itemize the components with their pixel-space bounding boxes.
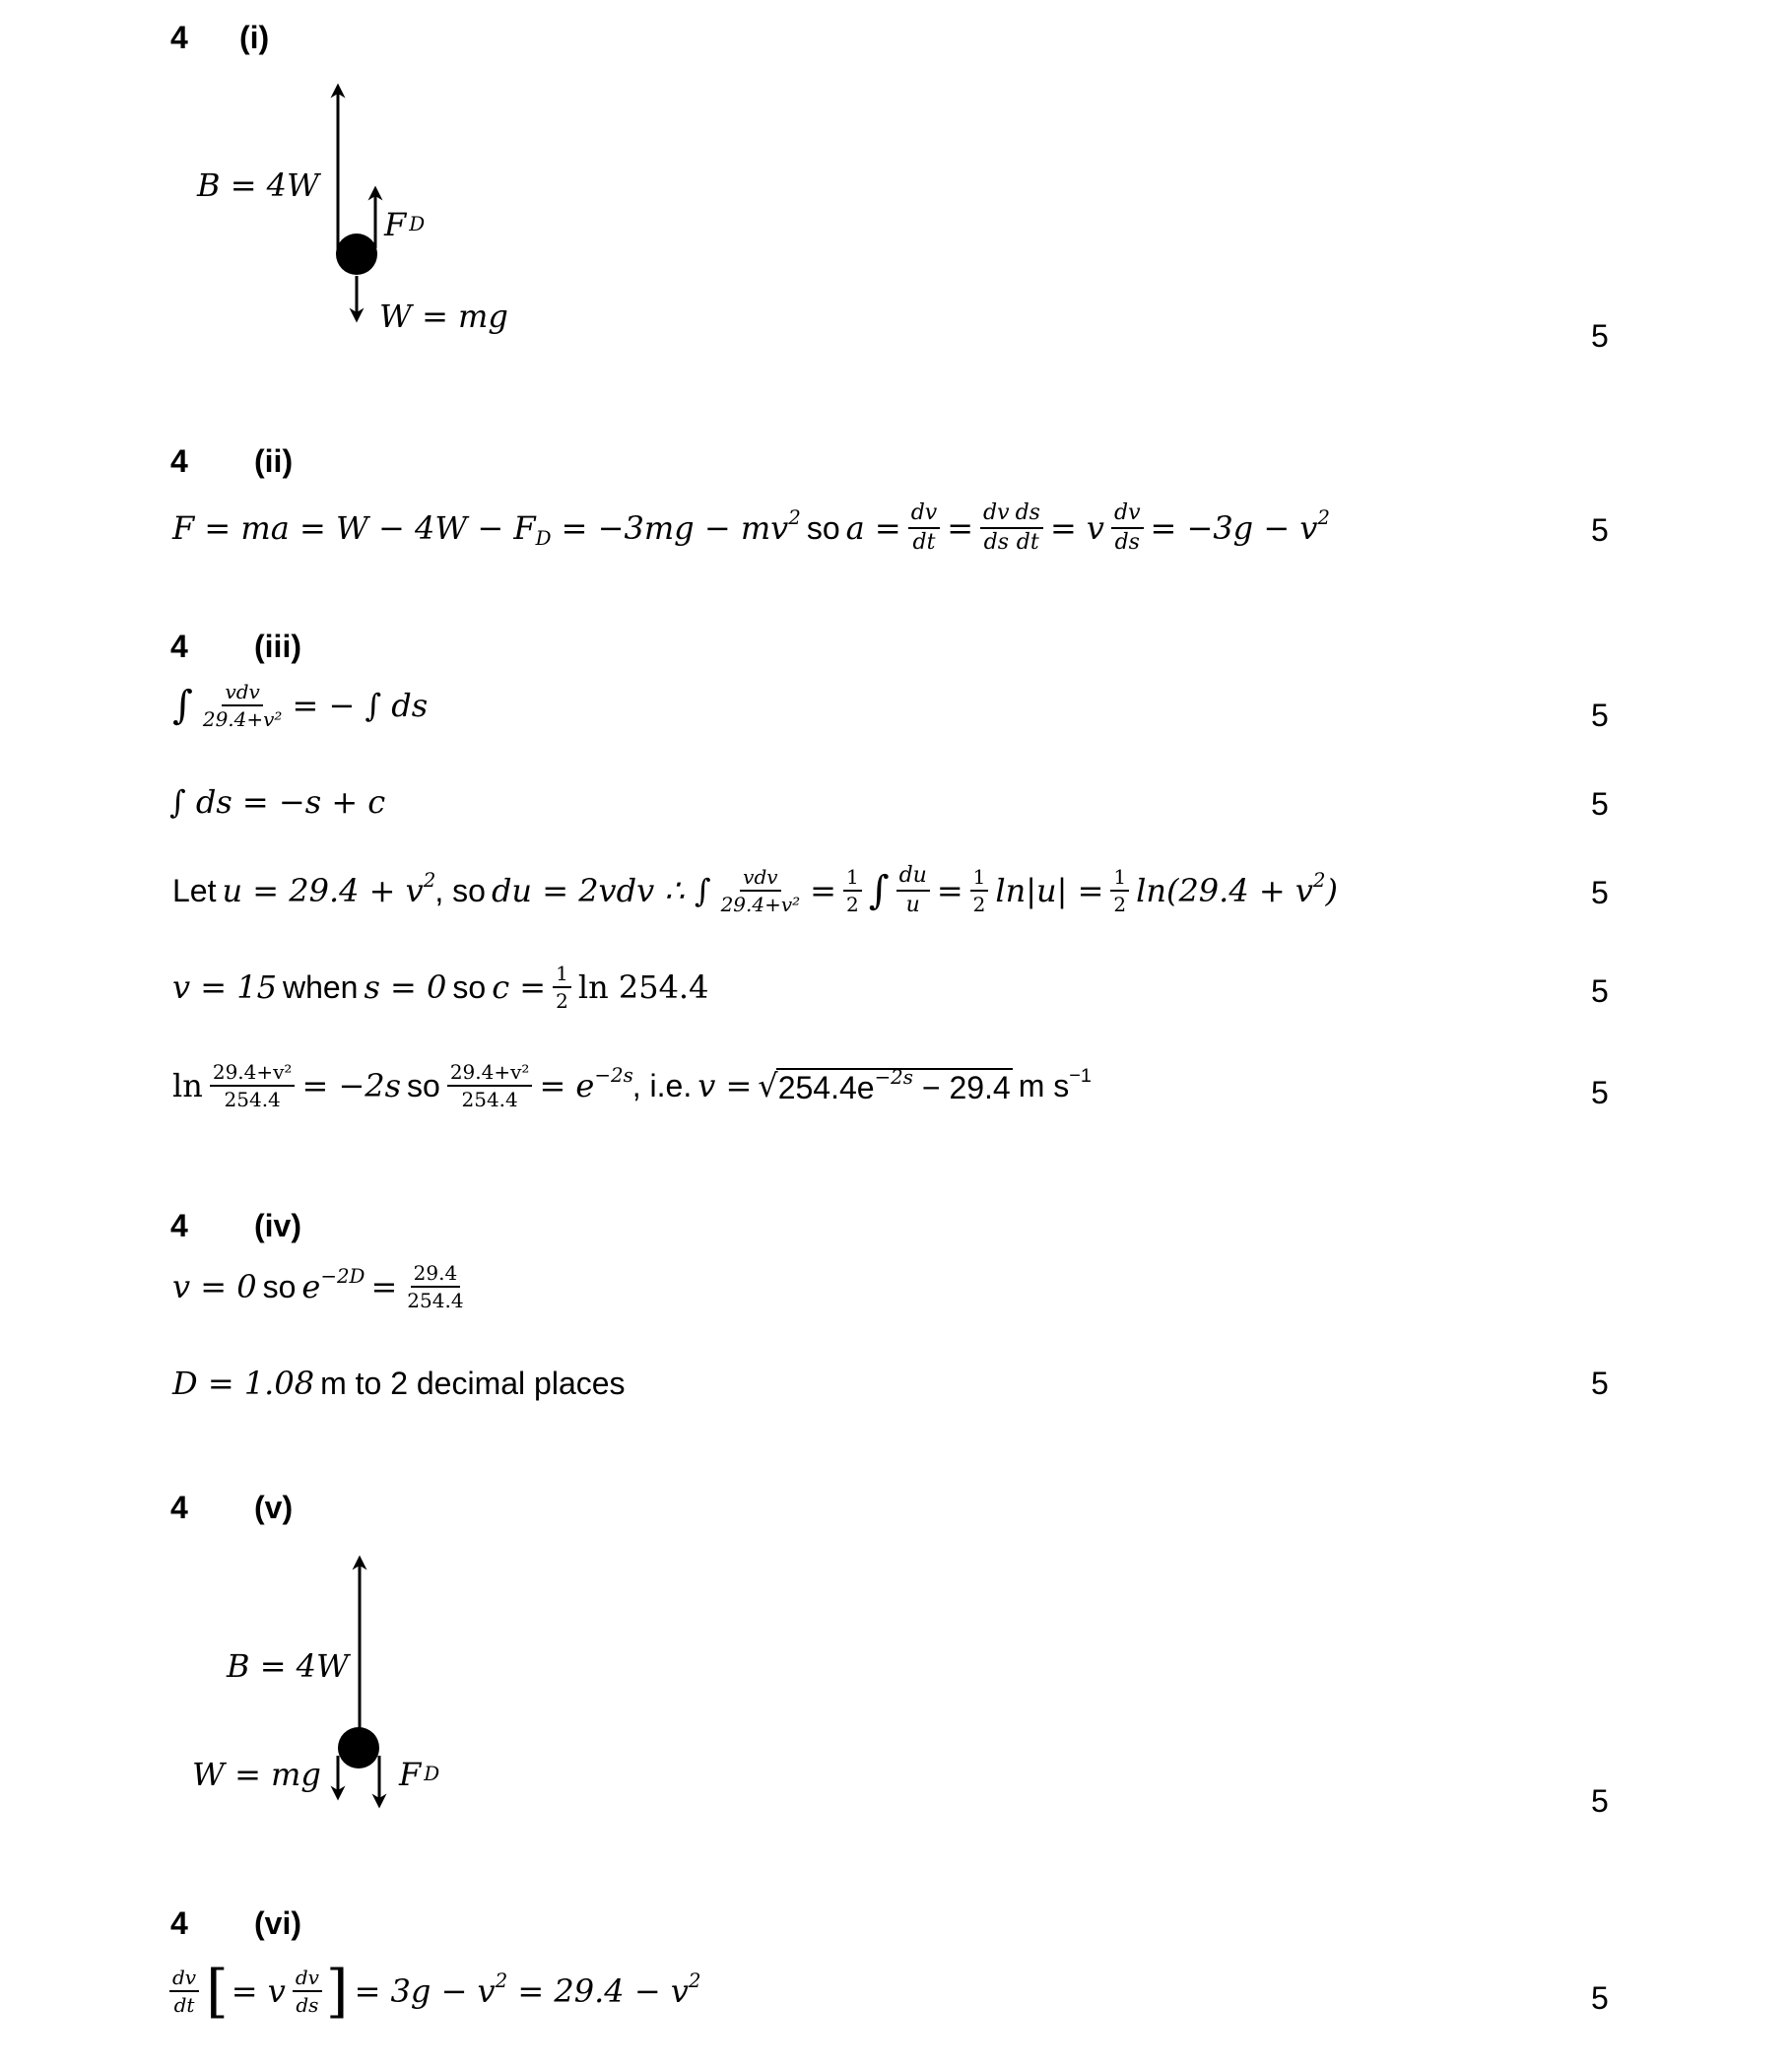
ball-icon xyxy=(336,234,377,275)
equation-separate-variables: ∫ $\frac{\text{vdv}}{\text{29.4+v²}}$ = − ∫ ds xyxy=(172,680,429,731)
drag-label: F D xyxy=(399,1756,440,1793)
question-number: 4 xyxy=(170,1490,188,1525)
weight-label: W = mg xyxy=(192,1756,321,1793)
buoyancy-label: B = 4W xyxy=(197,167,319,204)
equation-stopping-condition: v = 0 so $e^{-2D}$ = $\frac{29.4}{254.4}$ xyxy=(172,1261,464,1312)
part-label-ii: (ii) xyxy=(254,443,294,479)
ball-icon xyxy=(338,1727,379,1769)
part-label-iii: (iii) xyxy=(254,629,301,664)
mark-v: 5 xyxy=(1591,1783,1609,1819)
drag-label: F D xyxy=(384,206,426,243)
diagram-i xyxy=(336,91,377,315)
equation-initial-condition: v = 15 when s = 0 so c = $\frac{1}{2}$ ln 254.4 xyxy=(172,962,709,1013)
equation-integral-ds: ∫ ds = −s + c xyxy=(169,783,386,821)
part-label-vi: (vi) xyxy=(254,1905,301,1941)
question-number: 4 xyxy=(170,443,188,479)
question-number: 4 xyxy=(170,1905,188,1941)
question-number: 4 xyxy=(170,1208,188,1243)
mark-i: 5 xyxy=(1591,318,1609,354)
equation-velocity-solution: ln $\frac{\text{29.4+v²}}{254.4}$ = −2s so $\frac{\text{29.4+v²}}{254.4}$ = $e^{-2s}$ , i.e. v = √ $254.4e^{-2s} - 29.4$ m $s^{-1}$ xyxy=(172,1060,1092,1111)
mark-iii-1: 5 xyxy=(1591,698,1609,733)
mark-ii: 5 xyxy=(1591,512,1609,548)
mark-vi: 5 xyxy=(1591,1980,1609,2016)
equation-upward-motion: $\frac{dv}{dt}$ [ = v $\frac{dv}{ds}$ ] = $3g - v^2 = 29.4 - v^2$ xyxy=(166,1963,704,2020)
mark-iii-2: 5 xyxy=(1591,786,1609,822)
part-label-v: (v) xyxy=(254,1490,294,1525)
part-label-i: (i) xyxy=(239,20,270,55)
buoyancy-label: B = 4W xyxy=(227,1647,349,1685)
part-label-iv: (iv) xyxy=(254,1208,301,1243)
weight-label: W = mg xyxy=(379,298,508,335)
question-number: 4 xyxy=(170,629,188,664)
mark-iii-5: 5 xyxy=(1591,1075,1609,1110)
question-number: 4 xyxy=(170,20,188,55)
mark-iii-3: 5 xyxy=(1591,875,1609,910)
mark-iv: 5 xyxy=(1591,1366,1609,1401)
equation-substitution: Let $u = 29.4 + v^2$ , so du = 2vdv ∴ ∫ $\frac{\text{vdv}}{\text{29.4+v²}}$ = $\frac{1}{2}$ ∫ $\frac{du}{u}$ = $\frac{1}{2}$ ln|u| = $\frac{1}{2}$ $\ln(29.4 + v^2)$ xyxy=(172,863,1339,917)
mark-iii-4: 5 xyxy=(1591,973,1609,1009)
equation-newton-second-law: F = ma = $W - 4W - F_D = -3mg - mv^2$ so a = $\frac{dv}{dt}$ = $\frac{dv}{ds}$ $\frac{ds}{dt}$ = v $\frac{dv}{ds}$ = $-3g - v^2$ xyxy=(172,501,1331,555)
answer-distance: D = 1.08 m to 2 decimal places xyxy=(172,1365,626,1402)
